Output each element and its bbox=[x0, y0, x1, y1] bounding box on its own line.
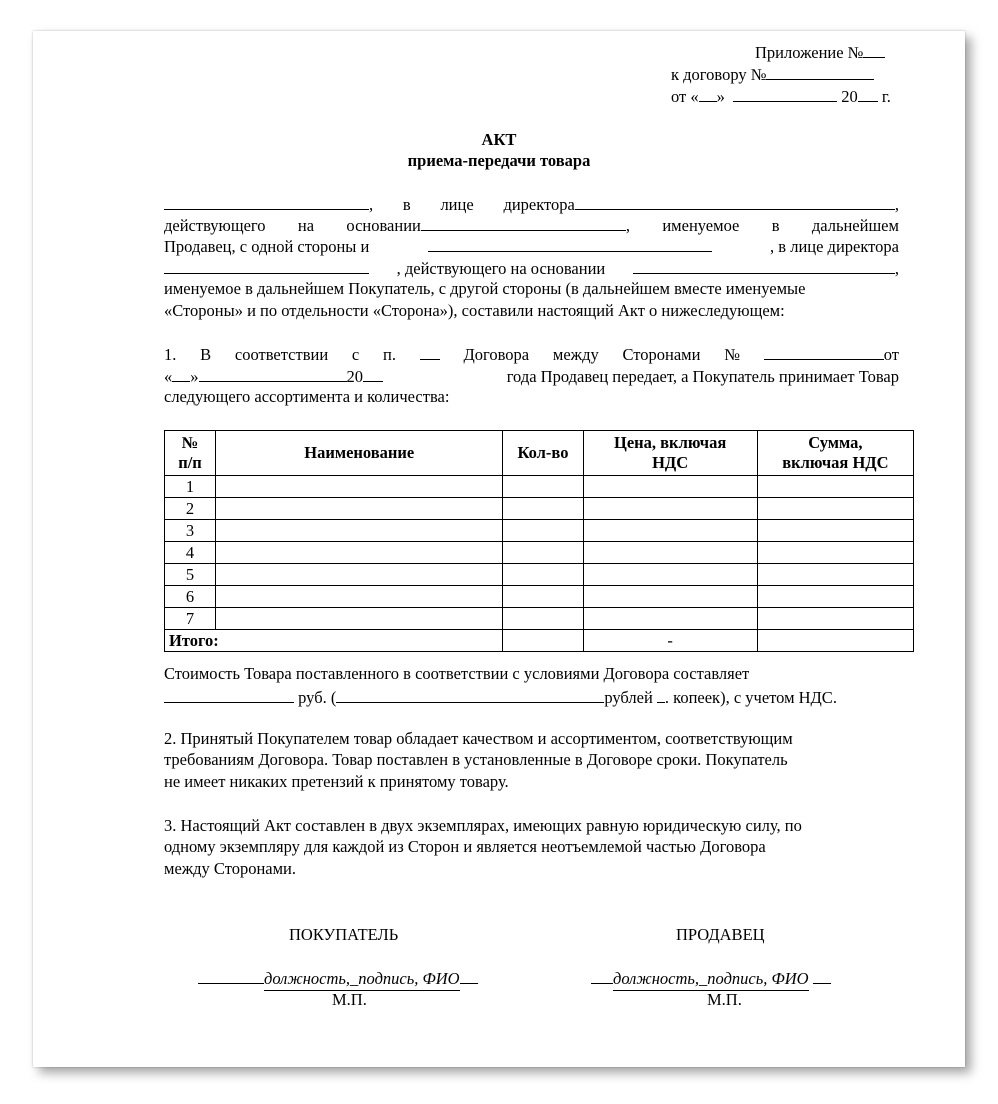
seller-name-blank[interactable] bbox=[164, 193, 369, 210]
cell-price[interactable] bbox=[583, 476, 757, 498]
act-subtitle: приема-передачи товара bbox=[407, 151, 591, 170]
cell-qty[interactable] bbox=[503, 608, 583, 630]
buyer-director-blank[interactable] bbox=[164, 257, 369, 274]
cell-sum[interactable] bbox=[757, 520, 913, 542]
cell-name[interactable] bbox=[216, 542, 503, 564]
intro-paragraph: , в лице директора , действующего на основании , именуемое в дальнейшем Продавец, с одной стороны и , в лице директора , действующего на основании , именуемое в дальнейшем Покупатель, с другой стороны (в дальнейшем вместе именуемые «Стороны» и по отдельности «Сторона»), составили настоящий Акт о нижеследующем: bbox=[164, 195, 899, 320]
cell-sum[interactable] bbox=[757, 542, 913, 564]
total-sum[interactable] bbox=[757, 630, 913, 652]
appendix-line bbox=[755, 41, 885, 64]
buyer-basis-blank[interactable] bbox=[633, 257, 895, 274]
cell-name[interactable] bbox=[216, 608, 503, 630]
cell-name[interactable] bbox=[216, 586, 503, 608]
clause-1: 1. В соответствии с п. Договора между Сторонами № от « » 20 года Продавец передает, а Покупатель принимает Товар следующего ассортимента и количества: bbox=[164, 345, 899, 406]
buyer-signature-line[interactable]: должность,_подпись, ФИО bbox=[198, 967, 478, 991]
cost-number-blank[interactable] bbox=[164, 686, 294, 703]
date-year-blank[interactable] bbox=[858, 85, 878, 102]
contract-label: к договору № bbox=[671, 65, 767, 84]
table-header-row bbox=[165, 431, 914, 476]
cell-name[interactable] bbox=[216, 520, 503, 542]
cell-name[interactable] bbox=[216, 564, 503, 586]
buyer-title: ПОКУПАТЕЛЬ bbox=[289, 925, 399, 944]
table-row: 4 bbox=[165, 542, 914, 564]
cell-qty[interactable] bbox=[503, 564, 583, 586]
cost-paragraph: Стоимость Товара поставленного в соответствии с условиями Договора составляет руб. ( рублей . копеек), с учетом НДС. bbox=[164, 664, 837, 707]
cell-name[interactable] bbox=[216, 498, 503, 520]
cost-words-blank[interactable] bbox=[336, 686, 486, 703]
clause-date-month-blank[interactable] bbox=[199, 365, 347, 382]
cell-name[interactable] bbox=[216, 476, 503, 498]
date-day-blank[interactable] bbox=[699, 85, 717, 102]
contract-date-line: от « » 20 г. bbox=[671, 87, 891, 106]
cell-sum[interactable] bbox=[757, 476, 913, 498]
date-month-blank[interactable] bbox=[733, 85, 837, 102]
goods-table bbox=[164, 430, 914, 652]
contract-clause-blank[interactable] bbox=[420, 343, 440, 360]
appendix-number-blank[interactable] bbox=[863, 41, 885, 58]
seller-stamp: М.П. bbox=[707, 990, 742, 1009]
total-price: - bbox=[583, 630, 757, 652]
clause-3: 3. Настоящий Акт составлен в двух экземплярах, имеющих равную юридическую силу, по одному экземпляру для каждой из Сторон и является неотъемлемой частью Договора между Сторонами. bbox=[164, 816, 802, 878]
clause-date-day-blank[interactable] bbox=[172, 365, 190, 382]
table-row: 2 bbox=[165, 498, 914, 520]
table-row: 1 bbox=[165, 476, 914, 498]
total-qty[interactable] bbox=[503, 630, 583, 652]
cell-sum[interactable] bbox=[757, 586, 913, 608]
table-row: 3 bbox=[165, 520, 914, 542]
clause-contract-number-blank[interactable] bbox=[764, 343, 884, 360]
seller-basis-blank[interactable] bbox=[421, 214, 626, 231]
table-total-row bbox=[165, 630, 914, 652]
cell-qty[interactable] bbox=[503, 476, 583, 498]
cell-sum[interactable] bbox=[757, 498, 913, 520]
cell-qty[interactable] bbox=[503, 586, 583, 608]
seller-director-blank[interactable] bbox=[575, 193, 895, 210]
appendix-label: Приложение № bbox=[755, 43, 864, 62]
table-row: 6 bbox=[165, 586, 914, 608]
seller-title: ПРОДАВЕЦ bbox=[676, 925, 765, 944]
buyer-stamp: М.П. bbox=[332, 990, 367, 1009]
header-price: Цена, включая НДС bbox=[583, 431, 757, 476]
kopecks-blank[interactable] bbox=[657, 686, 665, 703]
cell-price[interactable] bbox=[583, 564, 757, 586]
total-label: Итого: bbox=[165, 630, 503, 652]
cell-price[interactable] bbox=[583, 520, 757, 542]
cell-price[interactable] bbox=[583, 608, 757, 630]
document-page bbox=[33, 31, 965, 1067]
cell-sum[interactable] bbox=[757, 608, 913, 630]
table-row: 7 bbox=[165, 608, 914, 630]
header-qty: Кол-во bbox=[503, 431, 583, 476]
table-row: 5 bbox=[165, 564, 914, 586]
seller-signature-line[interactable]: должность,_подпись, ФИО bbox=[591, 967, 831, 991]
cell-sum[interactable] bbox=[757, 564, 913, 586]
clause-date-year-blank[interactable] bbox=[363, 365, 383, 382]
cell-price[interactable] bbox=[583, 498, 757, 520]
contract-number-line bbox=[671, 63, 874, 86]
header-name: Наименование bbox=[216, 431, 503, 476]
cell-qty[interactable] bbox=[503, 498, 583, 520]
header-number: № п/п bbox=[165, 431, 216, 476]
cell-qty[interactable] bbox=[503, 520, 583, 542]
cell-qty[interactable] bbox=[503, 542, 583, 564]
cell-price[interactable] bbox=[583, 586, 757, 608]
cell-price[interactable] bbox=[583, 542, 757, 564]
act-title: АКТ bbox=[481, 130, 517, 149]
buyer-name-blank[interactable] bbox=[428, 235, 712, 252]
clause-2: 2. Принятый Покупателем товар обладает качеством и ассортиментом, соответствующим требованиям Договора. Товар поставлен в установленные в Договоре сроки. Покупатель не имеет никаких претензий к принятому товару. bbox=[164, 729, 793, 791]
contract-number-blank[interactable] bbox=[766, 63, 874, 80]
header-sum: Сумма, включая НДС bbox=[757, 431, 913, 476]
